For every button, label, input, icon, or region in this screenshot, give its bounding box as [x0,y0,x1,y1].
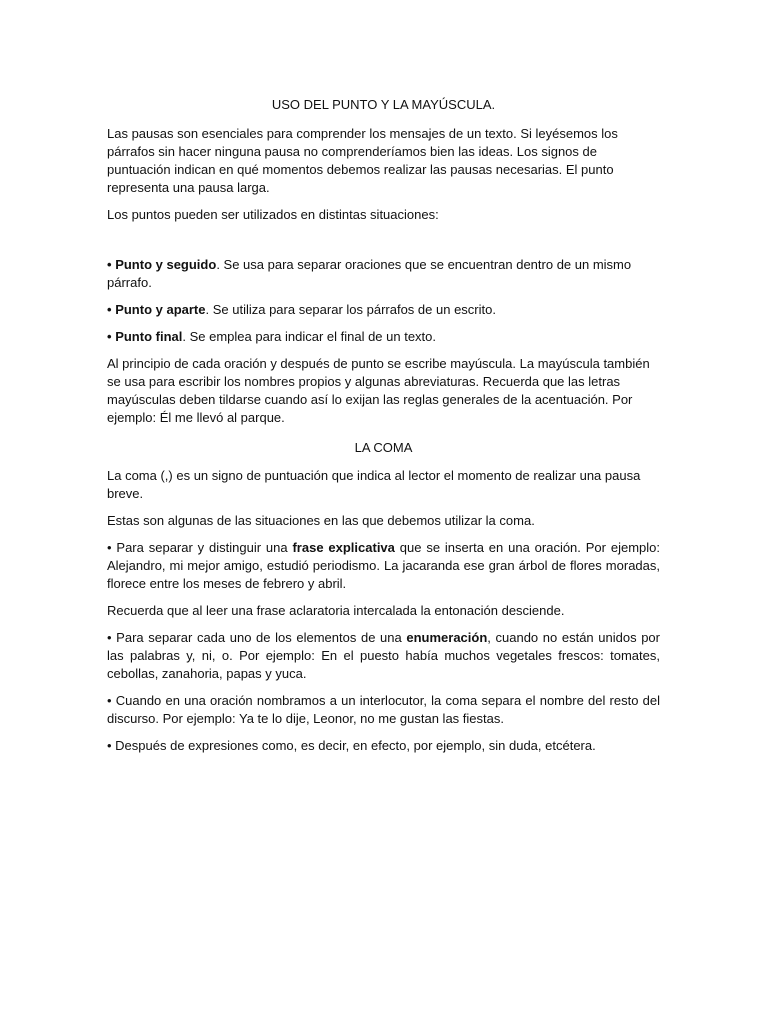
term: Punto y aparte [115,302,206,317]
bullet: • [107,302,112,317]
situations-intro: Los puntos pueden ser utilizados en distintas situaciones: [107,207,439,222]
document-title: USO DEL PUNTO Y LA MAYÚSCULA. [271,97,496,112]
mayuscula-paragraph: Al principio de cada oración y después de punto se escribe mayúscula. La mayúscula también se usa para escribir los nombres propios y algunas abreviaturas. Recuerda que las letras mayúsculas deben tildarse cuando así lo exijan las reglas generales de la acentuación. Por ejemplo: Él me llevó al parque. [107,356,650,425]
item-text: . Se emplea para indicar el final de un texto. [182,329,437,344]
document-page [107,96,660,764]
punto-item [107,301,660,319]
punto-item [107,256,660,292]
coma-item-explicativa [107,539,660,593]
coma-definition: La coma (,) es un signo de puntuación que indica al lector el momento de realizar una pausa breve. [107,468,641,501]
bullet: • [107,329,112,344]
item-text-before: • Para separar y distinguir una [107,540,293,555]
coma-item-interlocutor: • Cuando en una oración nombramos a un interlocutor, la coma separa el nombre del resto del discurso. Por ejemplo: Ya te lo dije, Leonor, no me gustan las fiestas. [107,693,660,726]
item-text-after: , cuando no están unidos por las palabras y, ni, o. Por ejemplo: En el puesto había muchos vegetales frescos: tomates, cebollas, zanahoria, papas y yuca. [107,630,660,681]
coma-section-title: LA COMA [354,440,413,455]
item-bold-term: frase explicativa [292,540,395,555]
bullet-term [107,257,216,272]
coma-intro: Estas son algunas de las situaciones en las que debemos utilizar la coma. [107,513,535,528]
item-text-after: que se inserta en una oración. Por ejemplo: Alejandro, mi mejor amigo, estudió periodismo. La jacaranda ese gran árbol de flores moradas, florece entre los meses de febrero y abril. [107,540,660,591]
item-text: . Se utiliza para separar los párrafos de un escrito. [205,302,496,317]
bullet-term [107,302,205,317]
item-bold-term: enumeración [406,630,488,645]
item-text-before: • Para separar cada uno de los elementos de una [107,630,407,645]
bullet-term [107,329,182,344]
coma-item-expresiones: • Después de expresiones como, es decir, en efecto, por ejemplo, sin duda, etcétera. [107,738,596,753]
intro-paragraph: Las pausas son esenciales para comprender los mensajes de un texto. Si leyésemos los párrafos sin hacer ninguna pausa no comprenderíamos bien las ideas. Los signos de puntuación indican en qué momentos debemos realizar las pausas necesarias. El punto representa una pausa larga. [107,126,618,195]
term: Punto y seguido [115,257,217,272]
term: Punto final [115,329,183,344]
spacer [107,233,660,256]
punto-item [107,328,660,346]
item-text: . Se usa para separar oraciones que se encuentran dentro de un mismo párrafo. [107,257,632,290]
coma-note: Recuerda que al leer una frase aclaratoria intercalada la entonación desciende. [107,603,565,618]
bullet: • [107,257,112,272]
coma-item-enumeracion [107,629,660,683]
